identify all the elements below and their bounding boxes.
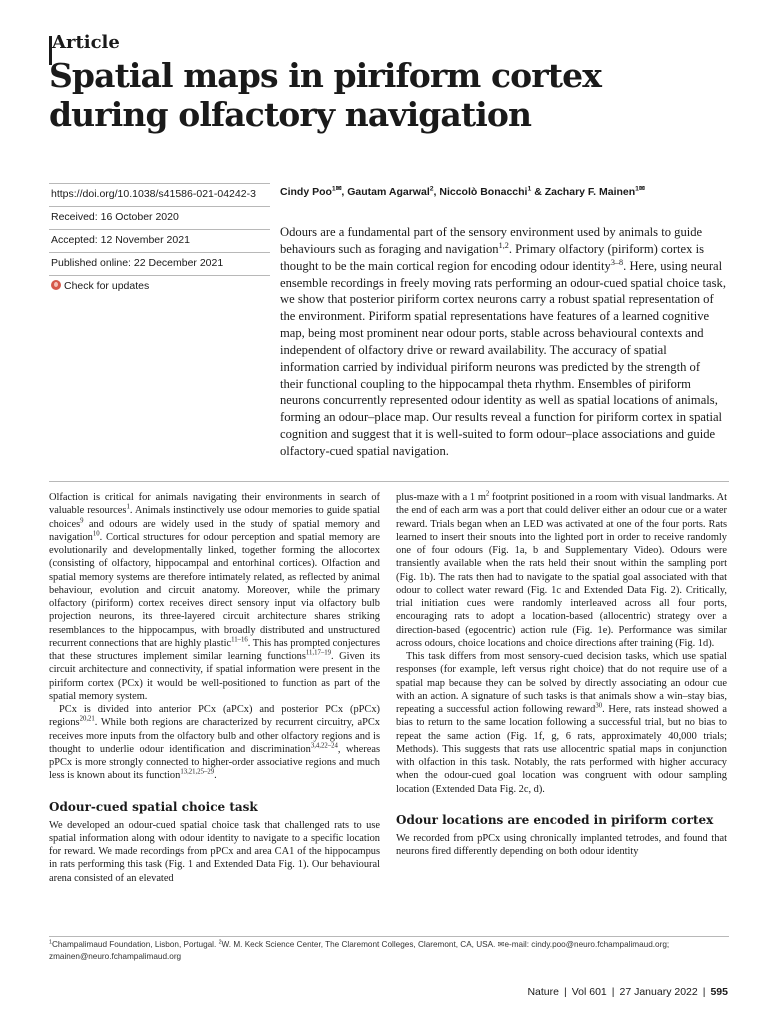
citation-ref[interactable]: 11–16 <box>231 636 248 644</box>
author-list: Cindy Poo$^{1✉}$, Gautam Agarwal$^2$, Niccolò Bonacchi$^1$ & Zachary F. Mainen$^{1✉}$ <box>280 185 645 198</box>
author-ampersand: & <box>534 186 542 198</box>
body-paragraph <box>49 491 380 703</box>
body-text: . Cortical structures for odour perception and spatial memory are evolutionarily and developmentally linked, together forming the allocortex (consisting of olfactory, hippocampal and entorhinal cortices). Olfaction and spatial memory systems are therefore intimately related, as reflected by animal behaviour, evolution and circuit anatomy. Moreover, while the primary olfactory (piriform) cortex receives direct sensory input via olfactory bulb projection neurons, its three-layered circuit architecture shares striking resemblances to the hippocampus, with broadly distributed and unstructured recurrent connections that are highly plastic <box>49 531 380 649</box>
accepted-date: Accepted: 12 November 2021 <box>49 230 270 253</box>
body-text: footprint positioned in a room with visual landmarks. At the end of each arm was a port that could deliver either an odour cue or a water reward. Trials began when an LED was activated at one of the four ports. Rats learned to insert their snouts into the lighted port in order to receive randomly one of four odours (Fig. 1a, b and Supplementary Video). Odours were transiently available when the rats held their snout within the sampling port (Fig. 1b). The rats then had to navigate to the spatial goal associated with that odour to collect water reward (Fig. 1c and Extended Data Fig. 2). Critically, trial initiation cues were randomly interleaved across all four ports, encouraging rats to adopt a location-based (allocentric) strategy over a direction-based (egocentric) action rule (Fig. 1e). Performance was similar across odours, choice locations and choice directions after training (Fig. 1d). <box>396 492 727 649</box>
check-updates-label: Check for updates <box>64 280 150 292</box>
abstract <box>280 224 726 460</box>
page-number: 595 <box>710 986 728 998</box>
check-updates-icon <box>51 280 61 290</box>
author-name[interactable]: Niccolò Bonacchi <box>439 186 528 198</box>
section-heading: Odour-cued spatial choice task <box>49 799 258 814</box>
affiliation-text: Champalimaud Foundation, Lisbon, Portugal. <box>51 940 219 949</box>
footer-separator: | <box>563 986 567 998</box>
affiliation-mark: 2 <box>429 185 434 193</box>
body-text: . Animals instinctively use odour memories to guide spatial choices <box>49 505 381 530</box>
affiliations-footnote <box>49 939 729 962</box>
body-text: and odours are widely used in the study of spatial memory and navigation <box>49 518 380 543</box>
article-title: Spatial maps in piriform cortex during olfactory navigation <box>49 56 601 134</box>
section-divider <box>49 481 729 482</box>
body-text: . This has prompted conjectures that these structures implement similar learning functions <box>49 637 380 662</box>
affiliation-mark: 1✉ <box>635 185 645 193</box>
body-text: plus-maze with a 1 m <box>396 492 486 503</box>
affiliation-mark: 1 <box>49 939 52 946</box>
citation-ref[interactable]: 13,21,25–29 <box>180 768 215 776</box>
footnote-divider <box>49 936 729 937</box>
author-name[interactable]: Cindy Poo <box>280 186 332 198</box>
citation-ref[interactable]: 30 <box>595 702 603 710</box>
citation-ref[interactable]: 1 <box>126 503 130 511</box>
citation-ref[interactable]: 9 <box>80 517 84 525</box>
check-updates-link[interactable] <box>49 276 270 298</box>
body-paragraph <box>49 703 380 783</box>
superscript: 2 <box>485 490 490 498</box>
article-metadata <box>49 183 270 298</box>
abstract-text: . Here, using neural ensemble recordings in freely moving rats performing an odour-cued spatial choice task, we show that posterior piriform cortex neurons carry a robust spatial representation of the environment. Piriform spatial representations have features of a learned cognitive map, being most prominent near odour ports, stable across behavioural contexts and independent of olfactory drive or reward availability. The accuracy of spatial information carried by individual piriform neurons was predicted by the strength of their functional coupling to the hippocampal theta rhythm. Ensembles of piriform neurons concurrently represented odour identity as well as spatial locations of animals, forming an odour–place map. Our results reveal a function for piriform cortex in spatial cognition and suggest that it is well-suited to form odour–place associations and guide olfactory-cued spatial navigation. <box>280 258 726 458</box>
footer-separator: | <box>702 986 706 998</box>
section-heading: Odour locations are encoded in piriform cortex <box>396 812 714 827</box>
affiliation-mark: 1 <box>527 185 532 193</box>
citation-ref[interactable]: 3,4,22–24 <box>310 742 338 750</box>
article-type: Article <box>52 32 120 53</box>
journal-volume: Vol 601 <box>571 986 607 998</box>
abstract-text: . Primary olfactory (piriform) cortex is thought to be the main cortical region for encoding odour identity <box>280 241 704 273</box>
published-date: Published online: 22 December 2021 <box>49 253 270 276</box>
body-paragraph: We recorded from pPCx using chronically implanted tetrodes, and found that neurons fired differently depending on both odour identity <box>396 832 727 857</box>
body-text: Olfaction is critical for animals navigating their environments in search of valuable resources <box>49 492 380 517</box>
body-text: This task differs from most sensory-cued decision tasks, which use spatial responses (for example, left versus right choice) that do not require use of a spatial map because they can be solved by directly associating an odour cue with an action. A signature of such tasks is that animals show a win–stay bias, repeating a successful action following reward <box>396 651 727 715</box>
affiliation-text: W. M. Keck Science Center, The Claremont Colleges, Claremont, CA, USA. <box>221 940 498 949</box>
citation-ref[interactable]: 1,2 <box>498 240 509 250</box>
body-text: . <box>214 770 217 782</box>
body-text: PCx is divided into anterior PCx (aPCx) and posterior PCx (pPCx) regions <box>49 704 380 729</box>
body-column-left <box>49 491 380 885</box>
body-column-right <box>396 491 727 858</box>
body-text: . Given its circuit architecture and connectivity, if spatial information were present in the piriform cortex (PCx) it would be well-positioned to function as part of the spatial memory system. <box>49 651 380 702</box>
citation-ref[interactable]: 11,17–19 <box>305 649 331 657</box>
body-paragraph: We developed an odour-cued spatial choice task that challenged rats to use spatial information along with odour identity to navigate to a specific location for reward. We made recordings from pPCx and area CA1 of the hippocampus in rats performing this task (Fig. 1 and Extended Data Fig. 1). Our behavioural arena consisted of an elevated <box>49 819 380 884</box>
body-paragraph <box>396 650 727 796</box>
author-name[interactable]: Zachary F. Mainen <box>544 186 636 198</box>
citation-ref[interactable]: 20,21 <box>79 715 95 723</box>
citation-ref[interactable]: 3–8 <box>610 257 624 267</box>
body-paragraph <box>396 491 727 650</box>
footer-separator: | <box>611 986 615 998</box>
body-text: . While both regions are characterized by recurrent circuitry, aPCx receives more inputs from the olfactory bulb and other olfactory regions and is thought to underlie odour identification and discrimination <box>49 717 380 755</box>
author-name[interactable]: Gautam Agarwal <box>347 186 430 198</box>
received-date: Received: 16 October 2020 <box>49 207 270 230</box>
abstract-text: Odours are a fundamental part of the sensory environment used by animals to guide behaviours such as foraging and navigation <box>280 225 703 256</box>
issue-date: 27 January 2022 <box>619 986 698 998</box>
journal-name: Nature <box>527 986 559 998</box>
contact-email[interactable]: ✉e-mail: cindy.poo@neuro.fchampalimaud.org; zmainen@neuro.fchampalimaud.org <box>49 940 670 961</box>
doi-link[interactable]: https://doi.org/10.1038/s41586-021-04242-3 <box>49 183 270 207</box>
body-text: . Here, rats instead showed a bias to return to the same location following a successful trial, but no bias to repeat the same action (Fig. 1f, g, 6 rats, approximately 40,000 trials; Methods). This suggests that rats use allocentric spatial maps in conjunction with olfaction in this task. Notably, the rats performed with higher accuracy when the odour-cued goal location was congruent with odour sampling location (Extended Data Fig. 2c, d). <box>396 704 727 795</box>
affiliation-mark: 1✉ <box>331 185 342 193</box>
citation-ref[interactable]: 10 <box>92 530 100 538</box>
page-footer <box>527 986 728 998</box>
affiliation-mark: 2 <box>218 939 222 946</box>
body-text: , whereas pPCx is more strongly connected to higher-order associative regions and much less is known about its function <box>49 743 380 782</box>
